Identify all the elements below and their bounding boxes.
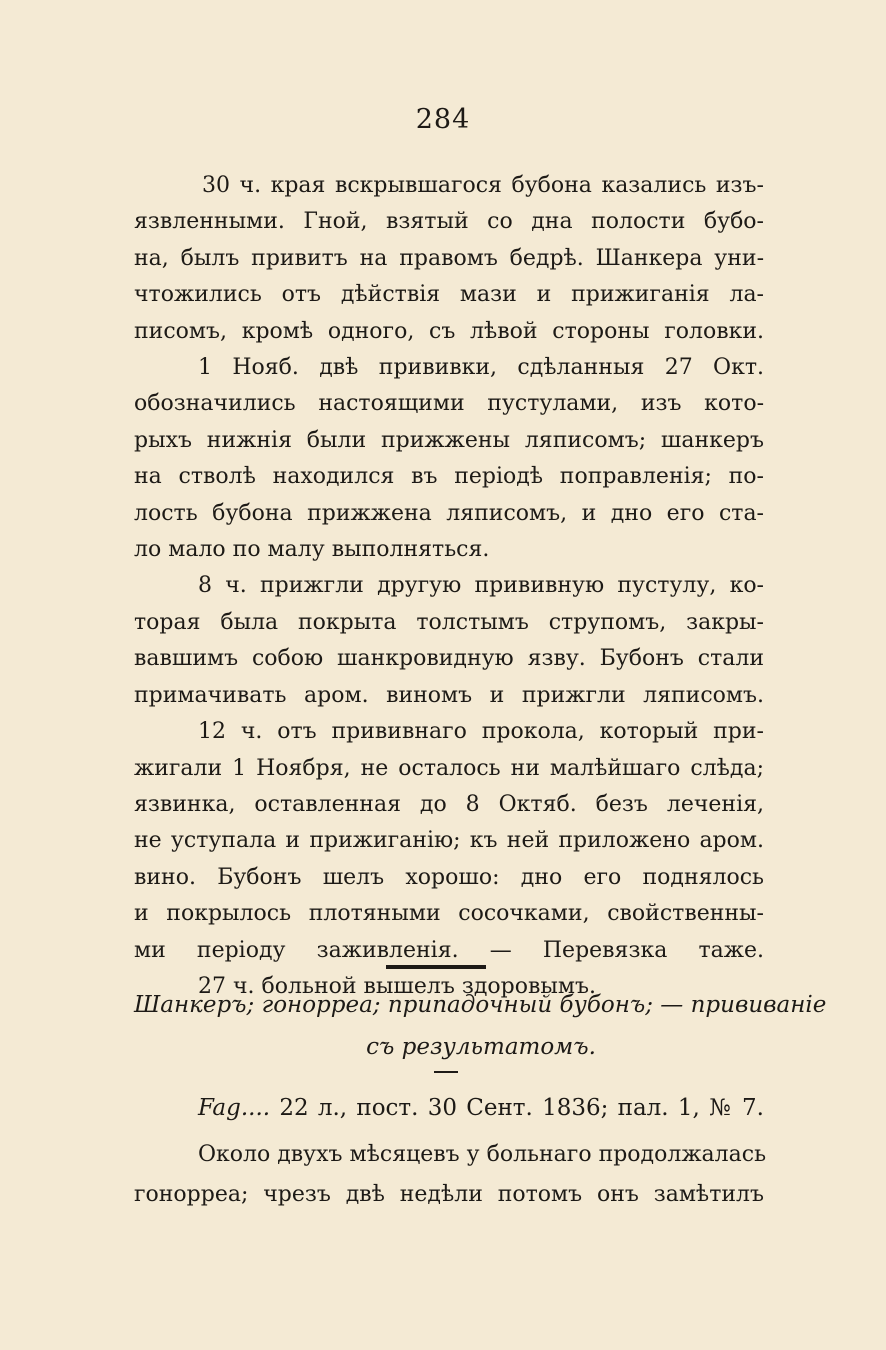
body-text bbox=[134, 168, 764, 1005]
text-line: не уступала и прижиганію; къ ней приложено аром. bbox=[134, 828, 764, 854]
text-line: и покрылось плотяными сосочками, свойственны- bbox=[134, 901, 764, 927]
short-divider bbox=[434, 1071, 458, 1073]
section-divider bbox=[386, 965, 486, 969]
final-paragraph bbox=[134, 1135, 767, 1215]
section-heading bbox=[134, 984, 827, 1068]
text-line: 27 ч. больной вышелъ здоровымъ. bbox=[198, 973, 596, 999]
text-line: 12 ч. отъ прививнаго прокола, который при- bbox=[198, 719, 764, 745]
text-line: писомъ, кромѣ одного, съ лѣвой стороны головки. bbox=[134, 318, 764, 344]
text-line: чтожились отъ дѣйствія мази и прижиганія ла- bbox=[134, 282, 764, 308]
page-number: 284 bbox=[415, 104, 471, 135]
text-line: гонорреа; чрезъ двѣ недѣли потомъ онъ замѣтилъ bbox=[134, 1182, 764, 1207]
text-line: 1 Нояб. двѣ прививки, сдѣланныя 27 Окт. bbox=[198, 355, 764, 381]
text-line: ми періоду заживленія. — Перевязка таже. bbox=[134, 937, 764, 963]
text-line: лость бубона прижжена ляписомъ, и дно его ста- bbox=[134, 500, 764, 526]
text-line: на, былъ привитъ на правомъ бедрѣ. Шанкера уни- bbox=[134, 245, 764, 271]
text-line: 8 ч. прижгли другую прививную пустулу, ко- bbox=[198, 573, 764, 599]
text-line: обозначились настоящими пустулами, изъ кото- bbox=[134, 391, 764, 417]
heading-line: съ результатомъ. bbox=[366, 1034, 596, 1060]
text-line: язвленными. Гной, взятый со дна полости бубо- bbox=[134, 209, 764, 235]
text-line: на стволѣ находился въ періодѣ поправленія; по- bbox=[134, 464, 764, 490]
paragraph bbox=[134, 168, 764, 350]
heading-line: Шанкеръ; гонорреа; припадочный бубонъ; — прививаніе bbox=[134, 992, 827, 1018]
text-line: рыхъ нижнія были прижжены ляписомъ; шанкеръ bbox=[134, 427, 764, 453]
paragraph bbox=[134, 350, 764, 568]
paragraph bbox=[134, 714, 764, 969]
text-line: торая была покрыта толстымъ струпомъ, закры- bbox=[134, 609, 764, 635]
text-line: Около двухъ мѣсяцевъ у больнаго продолжалась bbox=[198, 1142, 767, 1167]
case-details: 22 л., пост. 30 Сент. 1836; пал. 1, № 7. bbox=[279, 1095, 764, 1121]
text-line: вавшимъ собою шанкровидную язву. Бубонъ стали bbox=[134, 646, 764, 672]
text-line: жигали 1 Ноября, не осталось ни малѣйшаго слѣда; bbox=[134, 755, 764, 781]
text-line: примачивать аром. виномъ и прижгли ляписомъ. bbox=[134, 682, 764, 708]
patient-name: Fag.... bbox=[198, 1095, 271, 1121]
text-line: язвинка, оставленная до 8 Октяб. безъ леченія, bbox=[134, 791, 764, 817]
text-line: 30 ч. края вскрывшагося бубона казались изъ- bbox=[202, 173, 764, 198]
text-line: вино. Бубонъ шелъ хорошо: дно его поднялось bbox=[134, 864, 764, 890]
paragraph bbox=[134, 568, 764, 714]
case-header bbox=[198, 1090, 764, 1126]
text-line: ло мало по малу выполняться. bbox=[134, 537, 490, 563]
